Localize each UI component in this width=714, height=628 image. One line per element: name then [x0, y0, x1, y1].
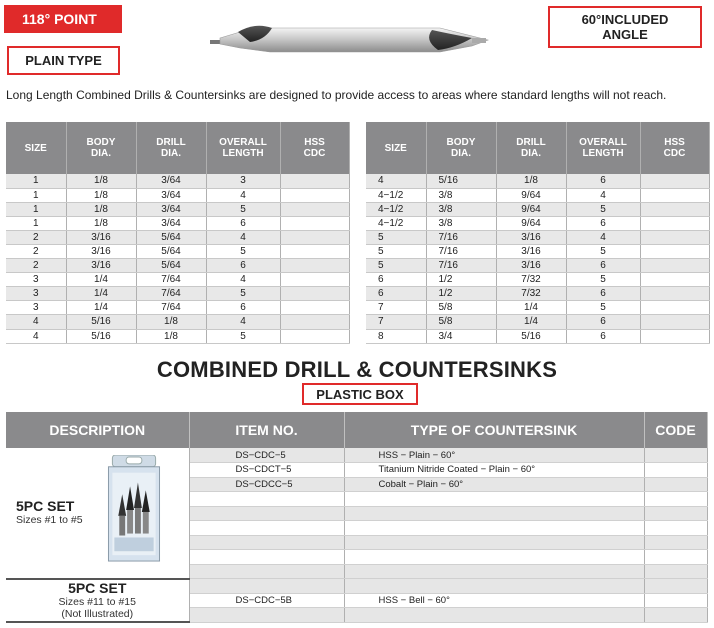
table-row — [366, 287, 709, 301]
table-row — [6, 287, 349, 301]
table-cell — [280, 259, 349, 273]
table-cell: 9/64 — [496, 216, 566, 230]
table-cell — [280, 216, 349, 230]
center-drill-illustration — [210, 18, 495, 64]
table-cell: 4 — [206, 315, 280, 329]
table-cell: 5 — [566, 202, 640, 216]
table-cell — [640, 244, 709, 258]
table-cell: 7/32 — [496, 273, 566, 287]
table-cell: 2 — [6, 244, 66, 258]
table-cell: 5/8 — [426, 301, 496, 315]
table-cell: 7 — [366, 315, 426, 329]
table-cell: 4 — [206, 188, 280, 202]
table-cell: 3 — [6, 273, 66, 287]
table-cell: 6 — [206, 259, 280, 273]
table-cell — [644, 506, 707, 521]
table-row — [6, 216, 349, 230]
col-hss-cdc: HSS CDC — [280, 122, 349, 174]
table-cell: 1 — [6, 202, 66, 216]
table-cell: HSS − Bell − 60° — [344, 593, 644, 608]
table-cell — [280, 188, 349, 202]
table-cell: 3/64 — [136, 216, 206, 230]
set-note: (Not Illustrated) — [61, 607, 134, 620]
table-cell: 5 — [366, 230, 426, 244]
table-cell: Titanium Nitride Coated − Plain − 60° — [344, 463, 644, 478]
plain-type-label: PLAIN TYPE — [25, 53, 102, 68]
table-cell — [344, 550, 644, 565]
table-cell: 1/8 — [136, 315, 206, 329]
table-cell: 3/8 — [426, 202, 496, 216]
table-cell: 1/2 — [426, 287, 496, 301]
table-cell: 3/16 — [496, 259, 566, 273]
table-cell: 6 — [366, 273, 426, 287]
table-cell: 9/64 — [496, 202, 566, 216]
product-description: Long Length Combined Drills & Countersinks are designed to provide access to areas where standard lengths will not reach. — [6, 88, 667, 102]
table-cell — [640, 216, 709, 230]
table-cell — [344, 492, 644, 507]
table-cell: 7/64 — [136, 301, 206, 315]
table-cell: 4 — [206, 230, 280, 244]
table-cell: 5/64 — [136, 230, 206, 244]
col-body-dia: BODY DIA. — [66, 122, 136, 174]
table-cell — [280, 301, 349, 315]
table-cell — [640, 202, 709, 216]
table-cell: 6 — [566, 216, 640, 230]
table-cell — [644, 564, 707, 579]
table-cell: 5/16 — [66, 315, 136, 329]
table-cell: 5/64 — [136, 259, 206, 273]
col-code: CODE — [644, 412, 707, 448]
table-cell: 1/8 — [66, 188, 136, 202]
table-cell: 9/64 — [496, 188, 566, 202]
table-cell — [280, 202, 349, 216]
table-cell: 1 — [6, 174, 66, 188]
table-row — [6, 301, 349, 315]
table-cell: 6 — [566, 315, 640, 329]
table-row — [366, 273, 709, 287]
table-cell: 5/16 — [66, 329, 136, 343]
table-cell — [189, 492, 344, 507]
table-cell — [644, 608, 707, 623]
table-cell: 7/64 — [136, 273, 206, 287]
col-body-dia: BODY DIA. — [426, 122, 496, 174]
table-cell: 5 — [366, 244, 426, 258]
col-drill-dia: DRILL DIA. — [136, 122, 206, 174]
table-cell: 4 — [366, 174, 426, 188]
col-size: SIZE — [6, 122, 66, 174]
table-row — [6, 230, 349, 244]
table-cell: 3/16 — [66, 244, 136, 258]
table-cell: 6 — [366, 287, 426, 301]
table-cell: 5/8 — [426, 315, 496, 329]
table-cell — [644, 492, 707, 507]
table-cell: DS−CDC−5 — [189, 448, 344, 463]
table-row — [6, 579, 707, 594]
set-sizes: Sizes #1 to #5 — [16, 514, 83, 527]
table-cell — [640, 230, 709, 244]
table-cell: 3/64 — [136, 202, 206, 216]
table-row — [366, 202, 709, 216]
plastic-box-image — [104, 455, 164, 563]
table-cell: 7/64 — [136, 287, 206, 301]
table-cell: 3/64 — [136, 188, 206, 202]
table-cell — [189, 564, 344, 579]
point-angle-badge — [4, 5, 122, 33]
table-cell: 4 — [206, 273, 280, 287]
table-cell: 6 — [566, 287, 640, 301]
table-cell: 1/4 — [66, 301, 136, 315]
included-angle-line2: ANGLE — [602, 27, 648, 42]
table-cell — [344, 535, 644, 550]
table-row — [366, 259, 709, 273]
table-cell: 8 — [366, 329, 426, 343]
table-cell: 5 — [566, 244, 640, 258]
table-cell: 5 — [206, 244, 280, 258]
table-cell — [644, 550, 707, 565]
table-cell — [280, 329, 349, 343]
table-cell: 5 — [566, 273, 640, 287]
point-angle-label: 118° POINT — [22, 11, 97, 27]
plain-type-badge — [7, 46, 120, 75]
table-cell: 1/8 — [136, 329, 206, 343]
table-cell: 5/64 — [136, 244, 206, 258]
table-cell: 4 — [566, 188, 640, 202]
included-angle-badge — [548, 6, 702, 48]
table-cell — [640, 259, 709, 273]
table-cell — [644, 535, 707, 550]
table-row — [6, 259, 349, 273]
table-cell: 3/16 — [66, 230, 136, 244]
table-cell: 5 — [206, 287, 280, 301]
table-cell — [640, 329, 709, 343]
table-cell: 5/16 — [496, 329, 566, 343]
table-cell: 4−1/2 — [366, 202, 426, 216]
col-description: DESCRIPTION — [6, 412, 189, 448]
table-cell: 3/16 — [66, 259, 136, 273]
table-cell — [640, 301, 709, 315]
table-cell: 1/8 — [66, 174, 136, 188]
table-cell — [344, 564, 644, 579]
table-cell — [644, 477, 707, 492]
table-cell: 5 — [566, 301, 640, 315]
size-table-left — [6, 122, 350, 344]
table-cell: 3 — [6, 301, 66, 315]
col-overall-length: OVERALL LENGTH — [566, 122, 640, 174]
table-cell — [280, 244, 349, 258]
table-cell: 4−1/2 — [366, 216, 426, 230]
table-cell — [189, 550, 344, 565]
table-row — [366, 244, 709, 258]
table-cell: 1/4 — [496, 301, 566, 315]
table-row — [6, 174, 349, 188]
table-row — [366, 216, 709, 230]
table-cell: 6 — [566, 329, 640, 343]
table-cell — [189, 579, 344, 594]
table-cell — [644, 448, 707, 463]
table-cell: HSS − Plain − 60° — [344, 448, 644, 463]
table-row — [6, 315, 349, 329]
col-item-no: ITEM NO. — [189, 412, 344, 448]
table-cell: 3 — [206, 174, 280, 188]
table-cell: 5 — [206, 329, 280, 343]
plastic-box-label: PLASTIC BOX — [316, 386, 404, 402]
table-cell: DS−CDCC−5 — [189, 477, 344, 492]
table-row — [366, 301, 709, 315]
table-cell: 7/16 — [426, 230, 496, 244]
table-row — [6, 202, 349, 216]
table-cell — [189, 535, 344, 550]
table-cell — [644, 463, 707, 478]
table-row — [6, 273, 349, 287]
table-cell: 2 — [6, 259, 66, 273]
table-cell: 2 — [6, 230, 66, 244]
table-cell: 4 — [566, 230, 640, 244]
table-cell: 7/32 — [496, 287, 566, 301]
table-cell — [189, 506, 344, 521]
table-row — [6, 188, 349, 202]
table-row — [366, 329, 709, 343]
set-sizes: Sizes #11 to #15 — [58, 595, 136, 608]
table-cell — [280, 273, 349, 287]
set-title: 5PC SET — [68, 579, 127, 596]
col-type: TYPE OF COUNTERSINK — [344, 412, 644, 448]
table-cell: 1/8 — [66, 216, 136, 230]
table-cell: 5/16 — [426, 174, 496, 188]
table-cell: 4−1/2 — [366, 188, 426, 202]
col-size: SIZE — [366, 122, 426, 174]
included-angle-line1: 60°INCLUDED — [581, 12, 669, 27]
table-cell — [280, 315, 349, 329]
table-cell: 7/16 — [426, 259, 496, 273]
table-cell — [344, 506, 644, 521]
table-cell: 3/8 — [426, 216, 496, 230]
table-cell: 3/16 — [496, 244, 566, 258]
table-cell — [344, 521, 644, 536]
table-cell — [344, 608, 644, 623]
table-cell: 1 — [6, 188, 66, 202]
col-hss-cdc: HSS CDC — [640, 122, 709, 174]
size-table-right — [366, 122, 710, 344]
table-row — [366, 188, 709, 202]
table-cell — [640, 273, 709, 287]
table-row — [6, 244, 349, 258]
table-cell: 1/4 — [66, 273, 136, 287]
table-cell: 3/4 — [426, 329, 496, 343]
table-cell: 3/8 — [426, 188, 496, 202]
table-cell — [644, 579, 707, 594]
section-title: COMBINED DRILL & COUNTERSINKS — [156, 357, 558, 382]
table-cell: 4 — [6, 329, 66, 343]
table-cell: 7 — [366, 301, 426, 315]
table-cell: 3/64 — [136, 174, 206, 188]
table-cell: 3/16 — [496, 230, 566, 244]
table-cell: 1/4 — [66, 287, 136, 301]
table-cell: 1/4 — [496, 315, 566, 329]
table-cell: 6 — [566, 174, 640, 188]
table-cell: 3 — [6, 287, 66, 301]
table-cell: DS−CDC−5B — [189, 593, 344, 608]
plastic-box-badge — [302, 383, 418, 405]
col-drill-dia: DRILL DIA. — [496, 122, 566, 174]
table-cell: 1/8 — [496, 174, 566, 188]
table-row — [366, 315, 709, 329]
table-cell: 6 — [206, 301, 280, 315]
table-cell: 1/2 — [426, 273, 496, 287]
table-cell — [640, 174, 709, 188]
table-cell — [644, 521, 707, 536]
table-row — [366, 174, 709, 188]
table-cell: 1 — [6, 216, 66, 230]
table-cell: 1/8 — [66, 202, 136, 216]
table-cell — [644, 593, 707, 608]
table-cell: DS−CDCT−5 — [189, 463, 344, 478]
table-cell — [640, 287, 709, 301]
table-cell — [344, 579, 644, 594]
table-cell — [189, 521, 344, 536]
table-cell — [280, 230, 349, 244]
table-cell: 6 — [566, 259, 640, 273]
set-title: 5PC SET — [16, 498, 75, 515]
table-cell — [280, 174, 349, 188]
table-cell — [280, 287, 349, 301]
table-row — [6, 329, 349, 343]
table-cell: 5 — [366, 259, 426, 273]
table-cell: 6 — [206, 216, 280, 230]
table-cell: 5 — [206, 202, 280, 216]
col-overall-length: OVERALL LENGTH — [206, 122, 280, 174]
table-row — [366, 230, 709, 244]
table-cell — [640, 315, 709, 329]
table-cell — [189, 608, 344, 623]
set2-description — [6, 579, 189, 623]
table-cell: 7/16 — [426, 244, 496, 258]
table-cell: 4 — [6, 315, 66, 329]
table-cell: Cobalt − Plain − 60° — [344, 477, 644, 492]
table-cell — [640, 188, 709, 202]
